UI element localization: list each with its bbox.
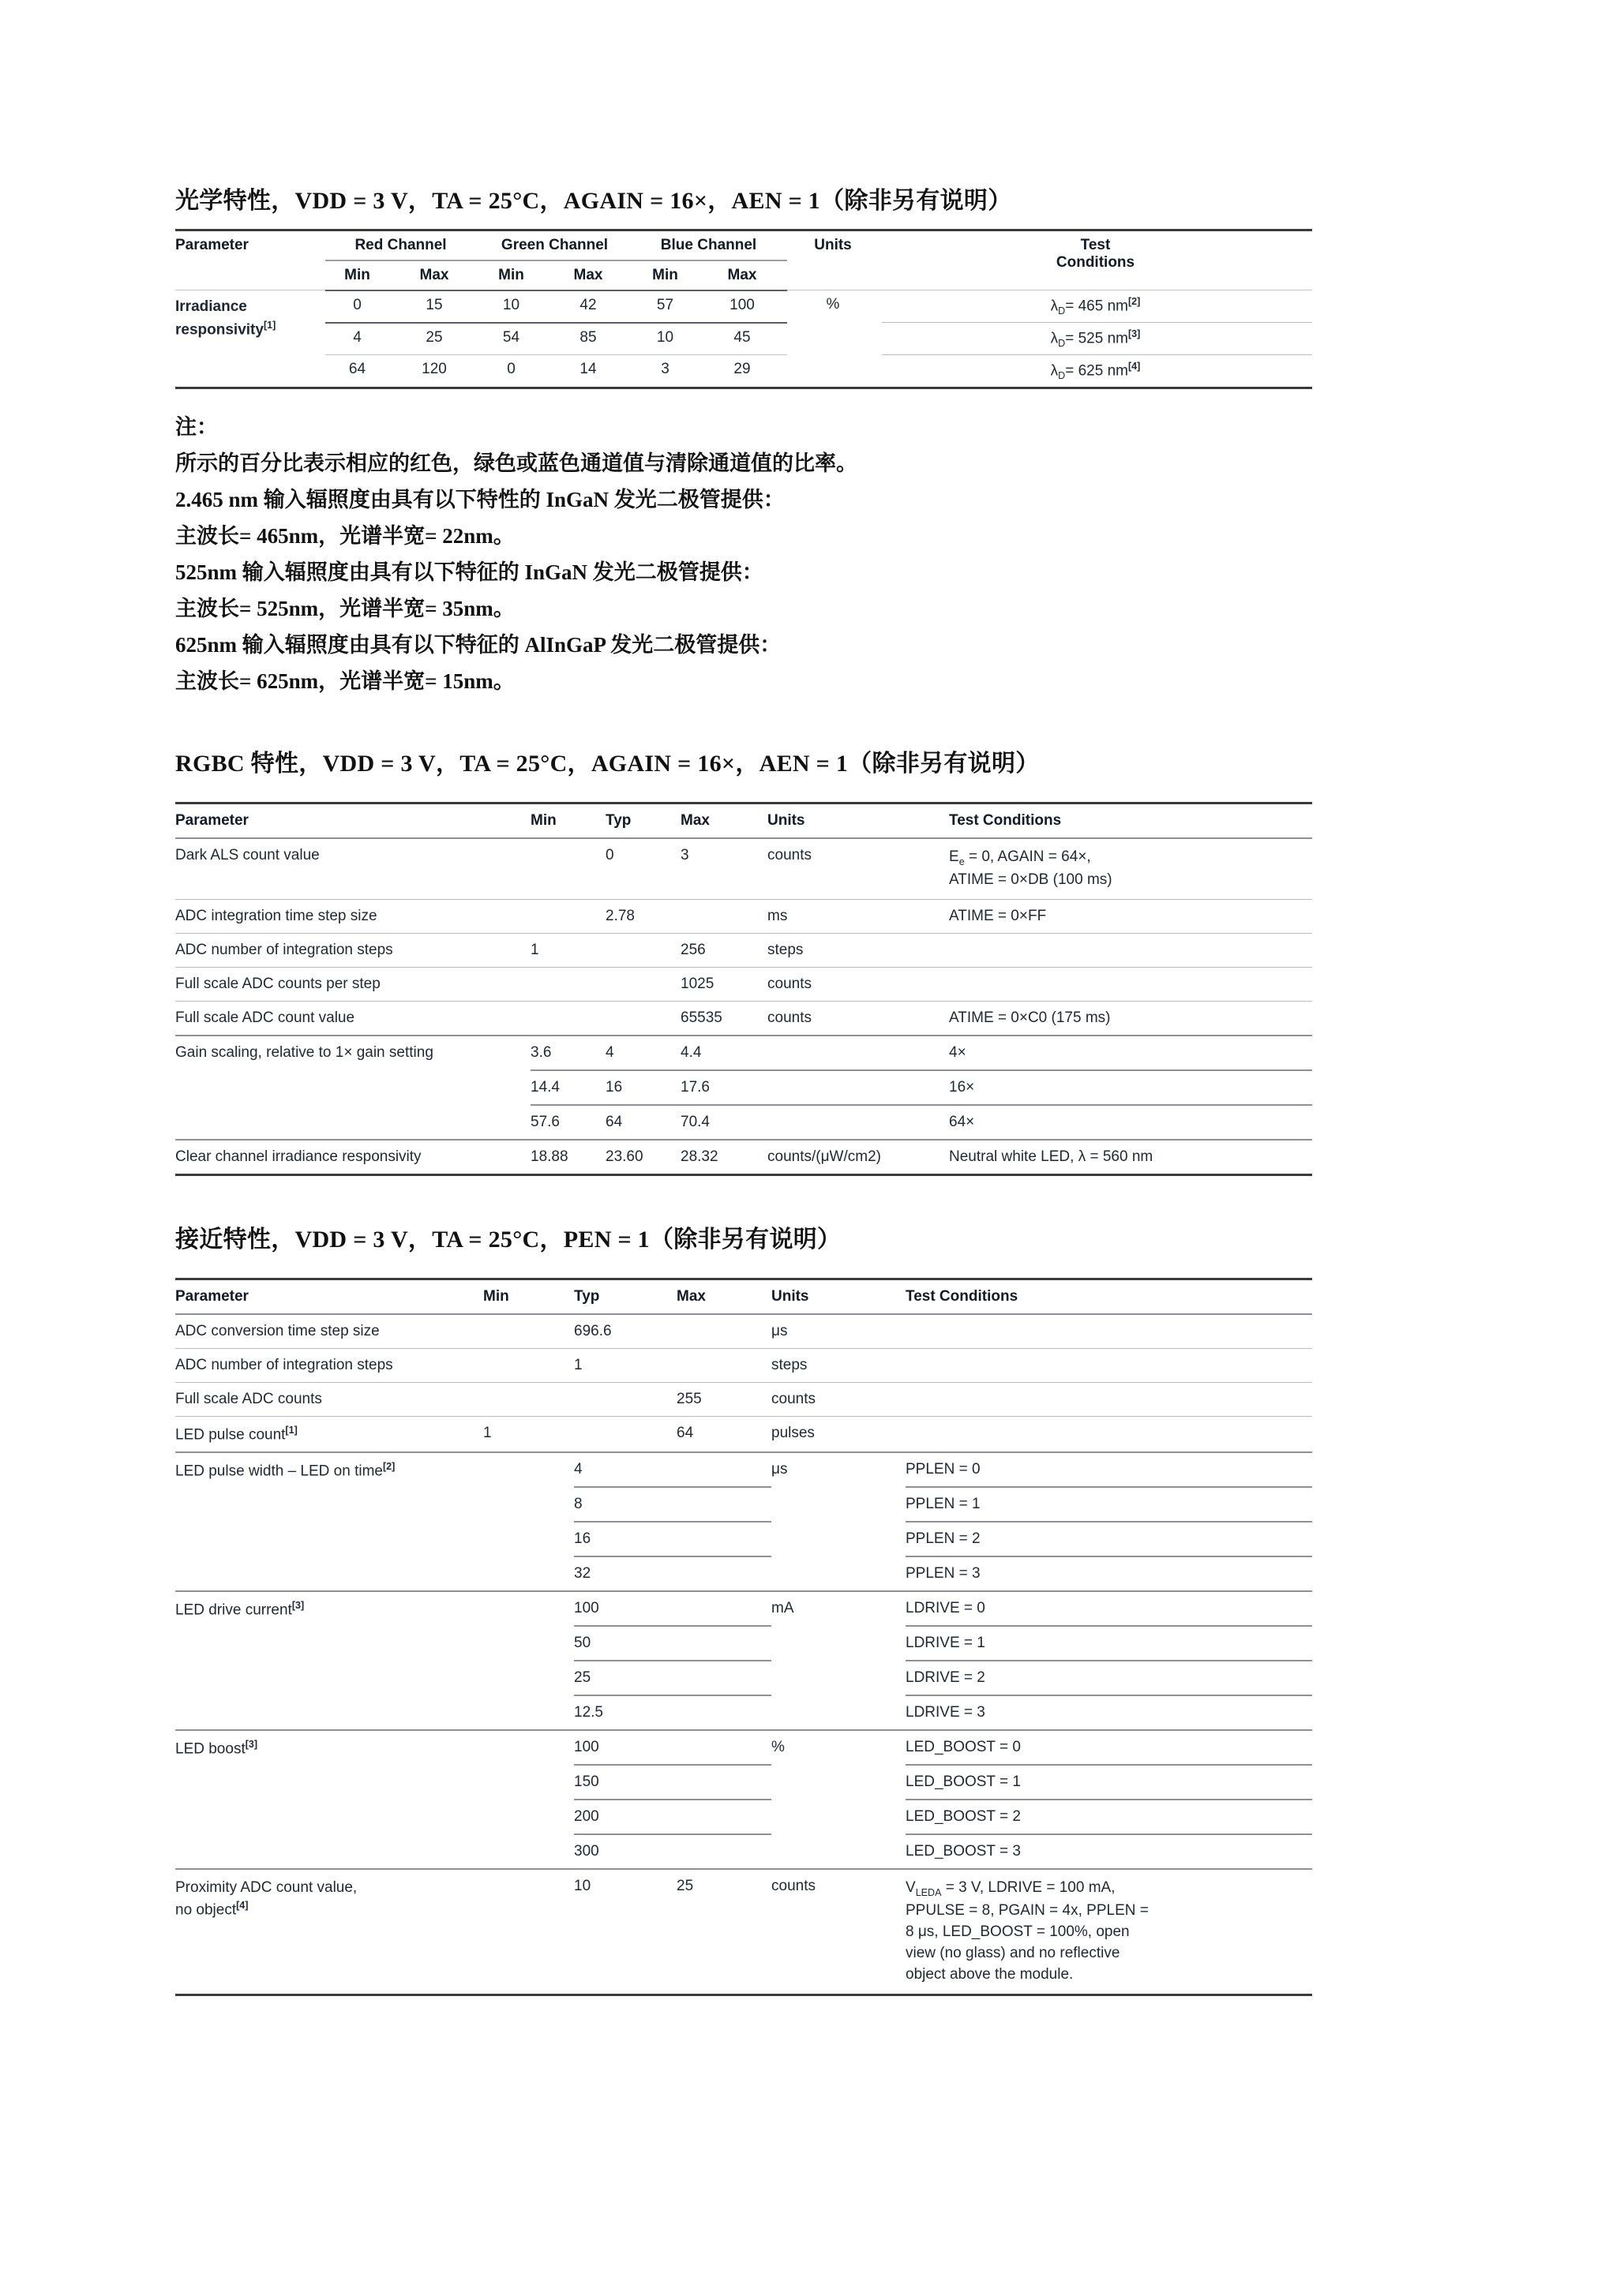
cell-blue-max-1: 100 xyxy=(700,290,787,323)
rgbc-units-fs-count: counts xyxy=(767,1001,949,1036)
col-subheader-green-min: Min xyxy=(498,266,524,283)
cell-red-max-2: 25 xyxy=(392,323,479,355)
rgbc-max-fs-count: 65535 xyxy=(681,1001,767,1036)
proximity-header-row xyxy=(175,1279,1312,1315)
prox-param-adc-steps: ADC number of integration steps xyxy=(175,1349,483,1383)
prox-max-fs-counts: 255 xyxy=(677,1383,771,1417)
col-subheader-red-max: Max xyxy=(419,266,449,283)
rgbc-col-header-units: Units xyxy=(767,812,805,829)
prox-cond-pplen-3: PPLEN = 3 xyxy=(906,1556,1312,1591)
prox-units-adc-conv: μs xyxy=(771,1314,906,1349)
table-row xyxy=(175,1417,1312,1453)
prox-cond-boost-1: LED_BOOST = 1 xyxy=(906,1765,1312,1800)
rgbc-param-fs-count: Full scale ADC count value xyxy=(175,1001,531,1036)
prox-param-adc-conv: ADC conversion time step size xyxy=(175,1314,483,1349)
rgbc-col-header-max: Max xyxy=(681,812,710,829)
param-label-line2: responsivity xyxy=(175,320,264,338)
note-line-6: 625nm 输入辐照度由具有以下特征的 AlInGaP 发光二极管提供： xyxy=(175,632,782,657)
prox-min-blank xyxy=(483,1522,574,1556)
cell-green-min-2: 54 xyxy=(479,323,546,355)
rgbc-col-header-test-conditions: Test Conditions xyxy=(949,812,1062,829)
col-subheader-blue-min: Min xyxy=(652,266,678,283)
notes-title: 注： xyxy=(175,415,218,440)
cell-red-min-3: 64 xyxy=(325,355,392,388)
prox-units-adc-steps: steps xyxy=(771,1349,906,1383)
irradiance-responsivity-label xyxy=(175,290,325,388)
prox-max-adc-steps xyxy=(677,1349,771,1383)
prox-max-blank xyxy=(677,1591,771,1626)
param-footnote: [1] xyxy=(263,319,276,331)
rgbc-cond-clear-chan xyxy=(949,1140,1312,1175)
prox-param-led-pulse-count xyxy=(175,1417,483,1453)
rgbc-param-gain-scaling: Gain scaling, relative to 1× gain setting xyxy=(175,1036,531,1140)
cell-blue-min-1: 57 xyxy=(633,290,700,323)
prox-units-fs-counts: counts xyxy=(771,1383,906,1417)
prox-min-blank xyxy=(483,1591,574,1626)
col-header-test-conditions xyxy=(882,230,1312,290)
cell-blue-min-2: 10 xyxy=(633,323,700,355)
prox-param-footnote: [2] xyxy=(382,1461,396,1473)
rgbc-gain-cond-1: 4× xyxy=(949,1036,1312,1070)
lambda-subscript: D xyxy=(1058,305,1066,317)
prox-param-led-drive-current-text: LED drive current xyxy=(175,1601,292,1619)
optical-section-heading: 光学特性，VDD = 3 V，TA = 25°C，AGAIN = 16×，AEN = 1（除非另有说明） xyxy=(175,188,1012,214)
prox-min-blank xyxy=(483,1834,574,1869)
prox-max-blank xyxy=(677,1522,771,1556)
prox-max-blank xyxy=(677,1661,771,1695)
cond-line1: = 0, AGAIN = 64×, xyxy=(964,848,1091,865)
prox-typ-boost-3: 300 xyxy=(574,1834,677,1869)
cond-sub-leda: LEDA xyxy=(915,1887,942,1899)
note-line-4: 525nm 输入辐照度由具有以下特征的 InGaN 发光二极管提供： xyxy=(175,560,763,584)
prox-max-blank xyxy=(677,1730,771,1765)
col-header-red-channel: Red Channel xyxy=(325,230,479,260)
notes-block xyxy=(175,410,1312,699)
rgbc-units-adc-steps: steps xyxy=(767,933,949,967)
rgbc-col-header-parameter: Parameter xyxy=(175,812,249,829)
prox-cond-adc-steps xyxy=(906,1349,1312,1383)
optical-characteristics-table xyxy=(175,229,1312,390)
cell-units: % xyxy=(787,290,882,388)
prox-min-blank xyxy=(483,1695,574,1730)
cell-blue-max-2: 45 xyxy=(700,323,787,355)
rgbc-min-adc-steps: 1 xyxy=(531,933,606,967)
prox-param-led-boost-text: LED boost xyxy=(175,1740,246,1758)
prox-cond-led-pulse-count xyxy=(906,1417,1312,1453)
lambda-symbol: λ xyxy=(1050,298,1059,315)
cell-blue-min-3: 3 xyxy=(633,355,700,388)
spacer xyxy=(175,700,1312,749)
rgbc-gain-typ-2: 16 xyxy=(606,1070,681,1105)
prox-param-footnote: [4] xyxy=(236,1900,249,1912)
rgbc-header-row xyxy=(175,803,1312,839)
prox-cond-ldrive-3: LDRIVE = 3 xyxy=(906,1695,1312,1730)
prox-max-blank xyxy=(677,1834,771,1869)
rgbc-gain-max-2: 17.6 xyxy=(681,1070,767,1105)
proximity-table-wrapper xyxy=(175,1278,1312,1996)
rgbc-cond-fs-per-step xyxy=(949,967,1312,1001)
cell-green-min-3: 0 xyxy=(479,355,546,388)
rgbc-units-adc-int-time: ms xyxy=(767,899,949,933)
prox-cond-boost-2: LED_BOOST = 2 xyxy=(906,1800,1312,1834)
prox-typ-proximity-count: 10 xyxy=(574,1869,677,1994)
rgbc-gain-min-3: 57.6 xyxy=(531,1105,606,1140)
prox-units-proximity-count: counts xyxy=(771,1869,906,1994)
rgbc-max-clear-chan: 28.32 xyxy=(681,1140,767,1175)
table-row xyxy=(175,1452,1312,1487)
rgbc-max-fs-per-step: 1025 xyxy=(681,967,767,1001)
prox-col-header-typ: Typ xyxy=(574,1288,600,1305)
condition-text-1: = 465 nm xyxy=(1065,298,1128,315)
col-header-parameter: Parameter xyxy=(175,236,249,253)
rgbc-gain-cond-2: 16× xyxy=(949,1070,1312,1105)
prox-min-blank xyxy=(483,1626,574,1661)
prox-cond-line5: object above the module. xyxy=(906,1965,1074,1983)
prox-max-blank xyxy=(677,1452,771,1487)
rgbc-units-dark-als: counts xyxy=(767,838,949,899)
prox-cond-fs-counts xyxy=(906,1383,1312,1417)
condition-text-2: = 525 nm xyxy=(1065,330,1128,347)
prox-min-blank xyxy=(483,1487,574,1522)
prox-cond-pplen-2: PPLEN = 2 xyxy=(906,1522,1312,1556)
col-subheader-red-min: Min xyxy=(344,266,370,283)
prox-cond-boost-3: LED_BOOST = 3 xyxy=(906,1834,1312,1869)
rgbc-characteristics-table xyxy=(175,802,1312,1176)
rgbc-table-wrapper xyxy=(175,802,1312,1176)
table-row xyxy=(175,290,1312,323)
lambda-symbol: λ xyxy=(1050,330,1059,347)
prox-typ-pplen-1: 8 xyxy=(574,1487,677,1522)
rgbc-units-fs-per-step: counts xyxy=(767,967,949,1001)
cell-red-min-1: 0 xyxy=(325,290,392,323)
prox-typ-adc-steps: 1 xyxy=(574,1349,677,1383)
prox-max-blank xyxy=(677,1695,771,1730)
prox-max-blank xyxy=(677,1800,771,1834)
prox-col-header-max: Max xyxy=(677,1288,706,1305)
prox-max-blank xyxy=(677,1487,771,1522)
condition-footnote-2: [3] xyxy=(1127,328,1141,340)
prox-param-footnote: [3] xyxy=(291,1600,305,1612)
cell-red-min-2: 4 xyxy=(325,323,392,355)
prox-min-blank xyxy=(483,1452,574,1487)
rgbc-typ-dark-als: 0 xyxy=(606,838,681,899)
rgbc-typ-clear-chan: 23.60 xyxy=(606,1140,681,1175)
prox-cond-line1: = 3 V, LDRIVE = 100 mA, xyxy=(941,1879,1116,1897)
table-row xyxy=(175,1036,1312,1070)
rgbc-gain-max-1: 4.4 xyxy=(681,1036,767,1070)
prox-min-blank xyxy=(483,1800,574,1834)
cell-green-max-1: 42 xyxy=(546,290,633,323)
table-row xyxy=(175,1730,1312,1765)
prox-typ-ldrive-0: 100 xyxy=(574,1591,677,1626)
table-row xyxy=(175,1001,1312,1036)
rgbc-units-clear-chan: counts/(μW/cm2) xyxy=(767,1140,949,1175)
test-conditions-label-line2: Conditions xyxy=(1056,253,1135,271)
rgbc-typ-adc-steps xyxy=(606,933,681,967)
rgbc-gain-units-1 xyxy=(767,1036,949,1070)
table-row xyxy=(175,838,1312,899)
prox-col-header-min: Min xyxy=(483,1288,509,1305)
prox-max-blank xyxy=(677,1765,771,1800)
table-row xyxy=(175,967,1312,1001)
prox-param-footnote: [1] xyxy=(285,1425,298,1436)
prox-cond-boost-0: LED_BOOST = 0 xyxy=(906,1730,1312,1765)
prox-param-fs-counts: Full scale ADC counts xyxy=(175,1383,483,1417)
prox-typ-ldrive-2: 25 xyxy=(574,1661,677,1695)
condition-text-3: = 625 nm xyxy=(1065,362,1128,380)
rgbc-gain-units-3 xyxy=(767,1105,949,1140)
prox-typ-ldrive-1: 50 xyxy=(574,1626,677,1661)
cell-red-max-3: 120 xyxy=(392,355,479,388)
rgbc-max-adc-int-time xyxy=(681,899,767,933)
rgbc-param-dark-als: Dark ALS count value xyxy=(175,838,531,899)
table-row xyxy=(175,1591,1312,1626)
condition-footnote-1: [2] xyxy=(1127,296,1141,307)
cond-suffix-560: = 560 nm xyxy=(1086,1148,1153,1165)
col-header-units: Units xyxy=(814,236,852,253)
cond-prefix-vleda: V xyxy=(906,1879,916,1897)
rgbc-gain-min-2: 14.4 xyxy=(531,1070,606,1105)
rgbc-gain-typ-1: 4 xyxy=(606,1036,681,1070)
prox-units-led-pulse-count: pulses xyxy=(771,1417,906,1453)
prox-cond-proximity-count xyxy=(906,1869,1312,1994)
table-row xyxy=(175,323,1312,355)
col-subheader-blue-max: Max xyxy=(727,266,757,283)
rgbc-typ-adc-int-time: 2.78 xyxy=(606,899,681,933)
cell-test-condition-2 xyxy=(882,323,1312,355)
cond-sub-e: e xyxy=(958,856,965,867)
prox-col-header-test-conditions: Test Conditions xyxy=(906,1288,1018,1305)
table-row xyxy=(175,1314,1312,1349)
prox-min-fs-counts xyxy=(483,1383,574,1417)
prox-min-led-pulse-count: 1 xyxy=(483,1417,574,1453)
rgbc-gain-max-3: 70.4 xyxy=(681,1105,767,1140)
note-line-2: 2.465 nm 输入辐照度由具有以下特性的 InGaN 发光二极管提供： xyxy=(175,488,785,512)
col-header-blue-channel: Blue Channel xyxy=(633,230,787,260)
prox-min-blank xyxy=(483,1556,574,1591)
prox-min-blank xyxy=(483,1661,574,1695)
note-line-5: 主波长= 525nm，光谱半宽= 35nm。 xyxy=(175,596,515,620)
condition-footnote-3: [4] xyxy=(1127,361,1141,373)
cell-red-max-1: 15 xyxy=(392,290,479,323)
rgbc-col-header-typ: Typ xyxy=(606,812,632,829)
prox-param-proximity-count xyxy=(175,1869,483,1994)
rgbc-max-adc-steps: 256 xyxy=(681,933,767,967)
rgbc-col-header-min: Min xyxy=(531,812,557,829)
prox-param-led-pulse-width-text: LED pulse width – LED on time xyxy=(175,1463,383,1480)
col-subheader-green-max: Max xyxy=(573,266,603,283)
cell-green-max-2: 85 xyxy=(546,323,633,355)
prox-typ-boost-1: 150 xyxy=(574,1765,677,1800)
prox-typ-fs-counts xyxy=(574,1383,677,1417)
table-row xyxy=(175,1383,1312,1417)
prox-typ-boost-0: 100 xyxy=(574,1730,677,1765)
prox-col-header-parameter: Parameter xyxy=(175,1288,249,1305)
prox-param-line1: Proximity ADC count value, xyxy=(175,1879,358,1897)
cell-test-condition-3 xyxy=(882,355,1312,388)
table-row xyxy=(175,1869,1312,1994)
lambda-symbol: λ xyxy=(1050,362,1059,380)
proximity-table-bottom-rule xyxy=(175,1994,1312,1996)
prox-units-led-drive-current: mA xyxy=(771,1591,906,1730)
optical-table-wrapper xyxy=(175,229,1312,390)
prox-cond-pplen-0: PPLEN = 0 xyxy=(906,1452,1312,1487)
prox-typ-led-pulse-count xyxy=(574,1417,677,1453)
prox-cond-line4: view (no glass) and no reflective xyxy=(906,1944,1120,1961)
rgbc-typ-fs-per-step xyxy=(606,967,681,1001)
prox-typ-pplen-2: 16 xyxy=(574,1522,677,1556)
prox-typ-pplen-3: 32 xyxy=(574,1556,677,1591)
proximity-characteristics-table xyxy=(175,1278,1312,1996)
rgbc-param-adc-int-time: ADC integration time step size xyxy=(175,899,531,933)
table-row xyxy=(175,899,1312,933)
cell-green-min-1: 10 xyxy=(479,290,546,323)
rgbc-typ-fs-count xyxy=(606,1001,681,1036)
rgbc-cond-adc-steps xyxy=(949,933,1312,967)
param-label-line1: Irradiance xyxy=(175,298,247,315)
rgbc-min-clear-chan: 18.88 xyxy=(531,1140,606,1175)
rgbc-gain-units-2 xyxy=(767,1070,949,1105)
rgbc-min-dark-als xyxy=(531,838,606,899)
prox-cond-adc-conv xyxy=(906,1314,1312,1349)
prox-max-led-pulse-count: 64 xyxy=(677,1417,771,1453)
prox-typ-boost-2: 200 xyxy=(574,1800,677,1834)
prox-min-blank xyxy=(483,1730,574,1765)
rgbc-cond-adc-int-time: ATIME = 0×FF xyxy=(949,899,1312,933)
prox-cond-line3: 8 μs, LED_BOOST = 100%, open xyxy=(906,1923,1130,1940)
rgbc-param-fs-per-step: Full scale ADC counts per step xyxy=(175,967,531,1001)
prox-param-led-drive-current xyxy=(175,1591,483,1730)
prox-units-led-pulse-width: μs xyxy=(771,1452,906,1591)
rgbc-gain-min-1: 3.6 xyxy=(531,1036,606,1070)
prox-typ-ldrive-3: 12.5 xyxy=(574,1695,677,1730)
rgbc-min-fs-per-step xyxy=(531,967,606,1001)
rgbc-gain-cond-3: 64× xyxy=(949,1105,1312,1140)
prox-min-adc-steps xyxy=(483,1349,574,1383)
prox-cond-ldrive-1: LDRIVE = 1 xyxy=(906,1626,1312,1661)
prox-min-proximity-count xyxy=(483,1869,574,1994)
rgbc-min-adc-int-time xyxy=(531,899,606,933)
cell-green-max-3: 14 xyxy=(546,355,633,388)
prox-param-led-pulse-width xyxy=(175,1452,483,1591)
col-header-green-channel: Green Channel xyxy=(479,230,633,260)
prox-col-header-units: Units xyxy=(771,1288,809,1305)
rgbc-max-dark-als: 3 xyxy=(681,838,767,899)
cond-prefix-ee: E xyxy=(949,848,959,865)
prox-cond-pplen-1: PPLEN = 1 xyxy=(906,1487,1312,1522)
rgbc-section-heading: RGBC 特性，VDD = 3 V，TA = 25°C，AGAIN = 16×，AEN = 1（除非另有说明） xyxy=(175,750,1040,777)
prox-min-blank xyxy=(483,1765,574,1800)
prox-param-led-boost xyxy=(175,1730,483,1869)
prox-param-footnote: [3] xyxy=(245,1739,258,1751)
table-row xyxy=(175,1140,1312,1175)
prox-max-proximity-count: 25 xyxy=(677,1869,771,1994)
note-line-3: 主波长= 465nm，光谱半宽= 22nm。 xyxy=(175,524,515,549)
rgbc-cond-dark-als xyxy=(949,838,1312,899)
cell-test-condition-1 xyxy=(882,290,1312,323)
rgbc-cond-fs-count: ATIME = 0×C0 (175 ms) xyxy=(949,1001,1312,1036)
lambda-symbol: λ xyxy=(1078,1148,1086,1165)
cell-blue-max-3: 29 xyxy=(700,355,787,388)
lambda-subscript: D xyxy=(1058,338,1066,350)
prox-cond-line2: PPULSE = 8, PGAIN = 4x, PPLEN = xyxy=(906,1902,1149,1920)
rgbc-param-clear-chan: Clear channel irradiance responsivity xyxy=(175,1140,531,1175)
spacer xyxy=(175,1176,1312,1225)
lambda-subscript: D xyxy=(1058,370,1066,382)
prox-max-blank xyxy=(677,1556,771,1591)
prox-max-adc-conv xyxy=(677,1314,771,1349)
table-row xyxy=(175,355,1312,388)
prox-typ-adc-conv: 696.6 xyxy=(574,1314,677,1349)
proximity-section-heading: 接近特性，VDD = 3 V，TA = 25°C，PEN = 1（除非另有说明） xyxy=(175,1226,842,1253)
optical-table-bottom-rule xyxy=(175,388,1312,390)
page-content xyxy=(175,186,1312,1996)
prox-cond-ldrive-2: LDRIVE = 2 xyxy=(906,1661,1312,1695)
prox-param-led-pulse-count-text: LED pulse count xyxy=(175,1426,286,1444)
rgbc-param-adc-steps: ADC number of integration steps xyxy=(175,933,531,967)
note-line-1: 所示的百分比表示相应的红色，绿色或蓝色通道值与清除通道值的比率。 xyxy=(175,451,857,476)
table-row xyxy=(175,1349,1312,1383)
table-row xyxy=(175,933,1312,967)
rgbc-gain-typ-3: 64 xyxy=(606,1105,681,1140)
optical-table-header-row xyxy=(175,230,1312,260)
prox-cond-ldrive-0: LDRIVE = 0 xyxy=(906,1591,1312,1626)
prox-max-blank xyxy=(677,1626,771,1661)
prox-units-led-boost: % xyxy=(771,1730,906,1869)
cond-line2: ATIME = 0×DB (100 ms) xyxy=(949,871,1112,888)
rgbc-min-fs-count xyxy=(531,1001,606,1036)
test-conditions-label-line1: Test xyxy=(1080,236,1111,253)
prox-param-line2: no object xyxy=(175,1901,237,1919)
prox-typ-pplen-0: 4 xyxy=(574,1452,677,1487)
prox-min-adc-conv xyxy=(483,1314,574,1349)
cond-prefix-neutral: Neutral white LED, xyxy=(949,1148,1078,1165)
note-line-7: 主波长= 625nm，光谱半宽= 15nm。 xyxy=(175,669,515,693)
